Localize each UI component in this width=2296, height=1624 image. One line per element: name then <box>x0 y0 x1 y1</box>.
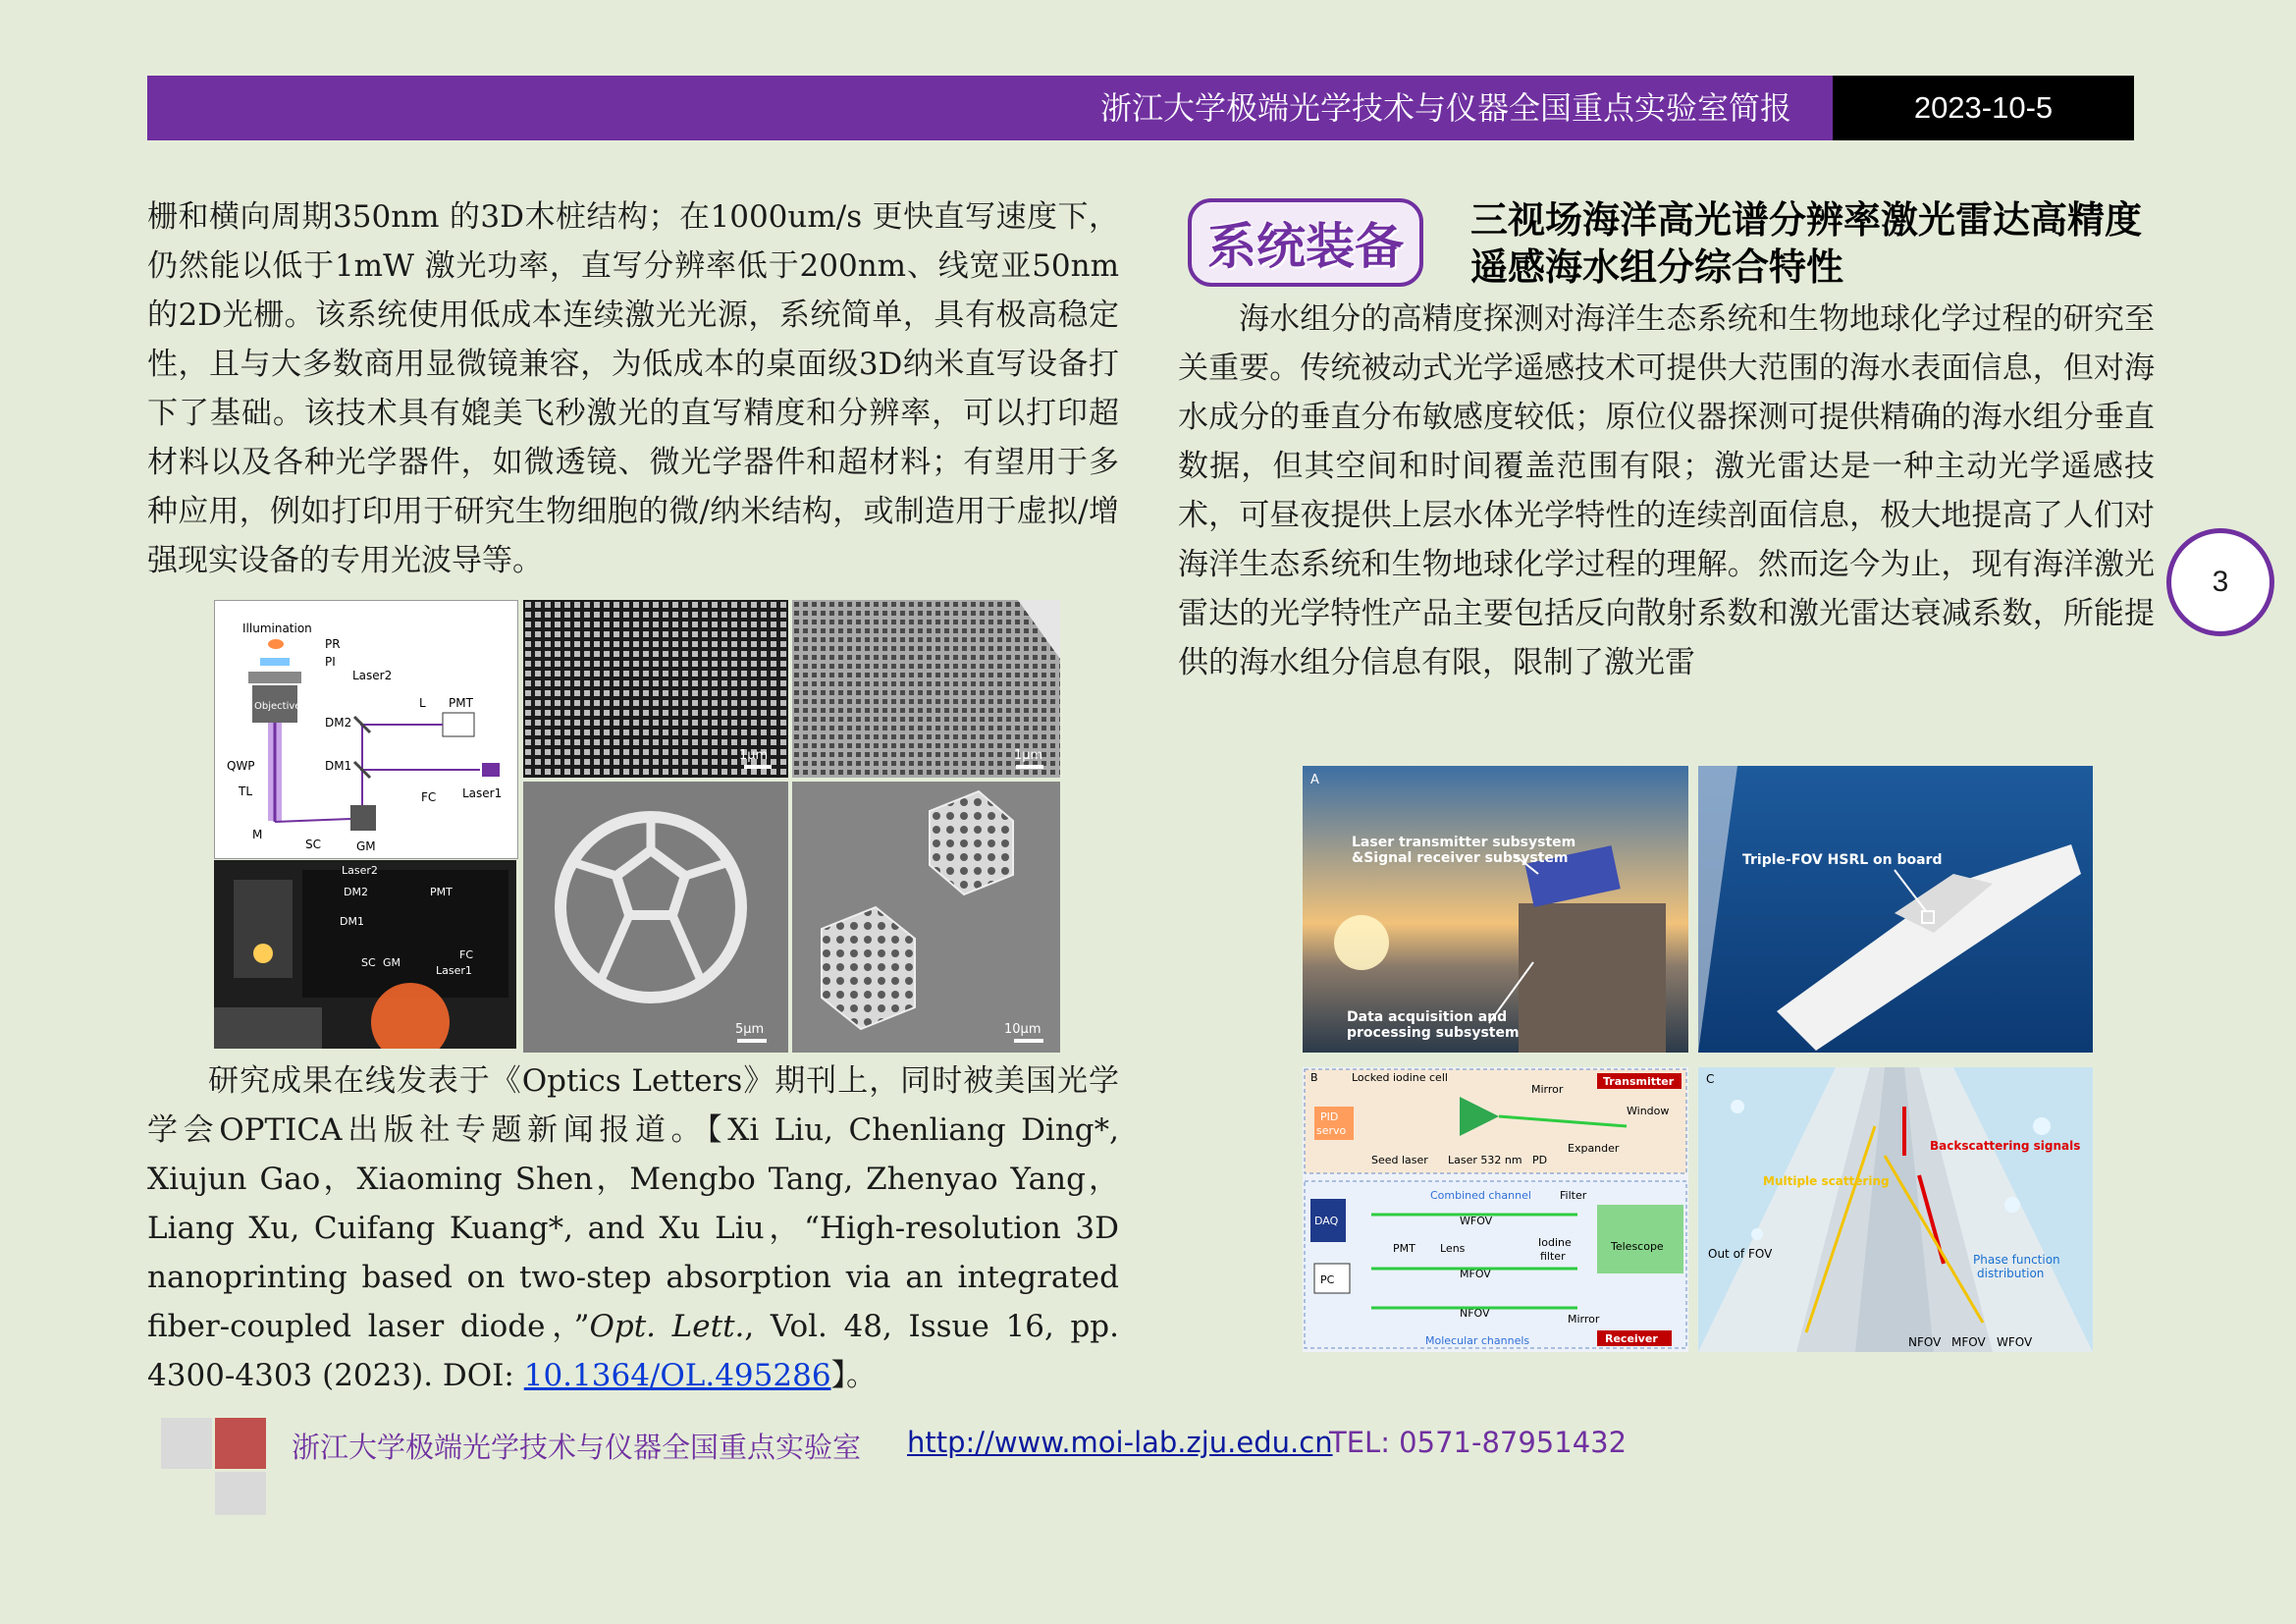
panel-b-filter2: filter <box>1540 1250 1566 1263</box>
panel-b-laser532: Laser 532 nm <box>1448 1154 1522 1166</box>
label-objective: Objective <box>254 701 301 712</box>
panel-b-iodine: Iodine <box>1538 1236 1572 1249</box>
sem-image-cubes <box>792 782 1060 1053</box>
panel-c-phase-1: Phase function <box>1973 1253 2060 1267</box>
citation-text: 研究成果在线发表于《Optics Letters》期刊上，同时被美国光学学会OPTICA出版社专题新闻报道。【Xi Liu, Chenliang Ding*, Xiujun Gao，Xiaoming Shen，Mengbo Tang, Zhenyao Yang，Liang Xu, Cuifang Kuang*, and Xu Liu，“High-resolution 3D nanoprinting based on two-step absorption via an integrated fiber-coupled laser diode，” <box>147 1063 1119 1344</box>
right-paragraph: 海水组分的高精度探测对海洋生态系统和生物地球化学过程的研究至关重要。传统被动式光学遥感技术可提供大范围的海水表面信息，但对海水成分的垂直分布敏感度较低；原位仪器探测可提供精确的海水组分垂直数据，但其空间和时间覆盖范围有限；激光雷达是一种主动光学遥感技术，可昼夜提供上层水体光学特性的连续剖面信息，极大地提高了人们对海洋生态系统和生物地球化学过程的理解。然而迄今为止，现有海洋激光雷达的光学特性产品主要包括反向散射系数和激光雷达衰减系数，所能提供的海水组分信息有限，限制了激光雷 <box>1178 301 2155 680</box>
scale-sem1: 1μm <box>739 748 769 763</box>
photo-laser1: Laser1 <box>436 964 472 977</box>
panel-b-seed: Seed laser <box>1371 1154 1428 1166</box>
panel-b-combined: Combined channel <box>1430 1189 1531 1202</box>
sem-image-woodpile <box>792 600 1060 778</box>
panel-b-expander: Expander <box>1568 1142 1620 1155</box>
label-sc: SC <box>305 838 321 851</box>
figure-panel-a <box>1303 766 1688 1053</box>
panel-c-phase-2: distribution <box>1977 1267 2045 1280</box>
panel-b-pc: PC <box>1320 1273 1335 1286</box>
photo-dm2: DM2 <box>344 886 368 898</box>
figure-panel-b <box>1303 1067 1688 1352</box>
panel-a-label-4: processing subsystem <box>1347 1025 1520 1041</box>
journal-name: Opt. Lett. <box>589 1309 745 1344</box>
footer-tel: TEL: 0571-87951432 <box>1329 1426 1628 1459</box>
figure-panel-c <box>1698 1067 2093 1352</box>
panel-b-mfov: MFOV <box>1460 1268 1491 1280</box>
label-dm1: DM1 <box>325 759 352 773</box>
photo-fc: FC <box>459 948 474 961</box>
label-gm: GM <box>356 839 376 853</box>
label-qwp: QWP <box>227 759 255 773</box>
doi-link[interactable]: 10.1364/OL.495286 <box>523 1358 831 1393</box>
panel-c-mfov: MFOV <box>1951 1335 1986 1349</box>
photo-sc: SC <box>361 956 376 969</box>
footer-lab-name: 浙江大学极端光学技术与仪器全国重点实验室 <box>292 1431 862 1464</box>
sem-image-buckyball <box>523 782 788 1053</box>
section-badge: 系统装备 <box>1188 198 1423 287</box>
panel-b-pid: PID <box>1320 1110 1339 1123</box>
panel-c-nfov: NFOV <box>1908 1335 1942 1349</box>
section-title: 三视场海洋高光谱分辨率激光雷达高精度遥感海水组分综合特性 <box>1470 198 2143 289</box>
left-column-text <box>147 192 1119 585</box>
panel-a-label-3: Data acquisition and <box>1347 1009 1508 1025</box>
panel-b-daq: DAQ <box>1314 1215 1339 1227</box>
label-tl: TL <box>239 785 253 798</box>
panel-b-locked-cell: Locked iodine cell <box>1352 1071 1448 1084</box>
panel-b-transmitter: Transmitter <box>1603 1075 1675 1088</box>
header-date: 2023-10-5 <box>1833 76 2134 140</box>
figure-panel-ship <box>1698 766 2093 1053</box>
panel-b-wfov1: WFOV <box>1460 1215 1493 1227</box>
panel-b-pmt: PMT <box>1393 1242 1415 1255</box>
label-illumination: Illumination <box>242 622 312 635</box>
citation-tail: , Vol. 48, Issue 16, pp. 4300-4303 (2023). DOI: <box>147 1309 1120 1393</box>
footer-square-gray-1 <box>161 1418 212 1469</box>
panel-b-pd: PD <box>1532 1154 1548 1166</box>
panel-c-letter: C <box>1706 1072 1715 1086</box>
page-number: 3 <box>2166 528 2274 636</box>
panel-b-filter: Filter <box>1560 1189 1587 1202</box>
left-column-citation <box>147 1056 1119 1400</box>
panel-b-window: Window <box>1627 1105 1670 1117</box>
panel-b-telescope: Telescope <box>1611 1240 1664 1253</box>
header-title: 浙江大学极端光学技术与仪器全国重点实验室简报 <box>1099 89 1791 127</box>
label-pmt: PMT <box>449 696 473 710</box>
footer-url-link[interactable]: http://www.moi-lab.zju.edu.cn <box>907 1426 1333 1459</box>
panel-b-letter: B <box>1310 1071 1318 1084</box>
photo-laser2: Laser2 <box>342 864 378 877</box>
panel-b-molecular: Molecular channels <box>1425 1334 1530 1347</box>
photo-dm1: DM1 <box>340 915 364 928</box>
scale-sem4: 10μm <box>1004 1022 1041 1037</box>
panel-b-lens: Lens <box>1440 1242 1466 1255</box>
panel-b-nfov: NFOV <box>1460 1307 1490 1320</box>
figure-schematic <box>214 600 518 859</box>
panel-b-mirror-top: Mirror <box>1531 1083 1564 1096</box>
label-l: L <box>419 696 426 710</box>
figure-setup-photo <box>214 860 516 1049</box>
photo-pmt: PMT <box>430 886 453 898</box>
panel-c-multiple: Multiple scattering <box>1763 1174 1890 1188</box>
panel-a-label-1: Laser transmitter subsystem <box>1352 835 1576 850</box>
ship-label: Triple-FOV HSRL on board <box>1742 852 1943 868</box>
scale-sem3: 5μm <box>735 1022 765 1037</box>
panel-a-letter: A <box>1310 773 1319 787</box>
panel-c-wfov: WFOV <box>1997 1335 2033 1349</box>
sem-image-grating <box>523 600 788 778</box>
photo-gm: GM <box>383 956 401 969</box>
footer-square-red <box>215 1418 266 1469</box>
label-laser1: Laser1 <box>462 786 503 800</box>
right-column-text <box>1178 295 2155 687</box>
panel-c-backscatter: Backscattering signals <box>1930 1139 2081 1153</box>
panel-a-label-2: &Signal receiver subsystem <box>1352 850 1569 866</box>
label-m: M <box>252 828 263 841</box>
left-paragraph-2 <box>147 1056 1119 1400</box>
panel-c-out-of-fov: Out of FOV <box>1708 1247 1773 1261</box>
citation-closing: 】。 <box>830 1358 878 1393</box>
label-dm2: DM2 <box>325 716 352 730</box>
panel-b-servo: servo <box>1316 1124 1347 1137</box>
scale-sem2: 1μm <box>1014 748 1043 763</box>
panel-b-receiver: Receiver <box>1605 1332 1658 1345</box>
footer-square-gray-2 <box>215 1472 266 1515</box>
label-pr: PR <box>325 637 341 651</box>
label-fc: FC <box>421 790 437 804</box>
label-laser2: Laser2 <box>352 669 393 682</box>
left-paragraph-1: 栅和横向周期350nm 的3D木桩结构；在1000um/s 更快直写速度下，仍然能以低于1mW 激光功率，直写分辨率低于200nm、线宽亚50nm的2D光栅。该系统使用低成本连续激光光源，系统简单，具有极高稳定性，且与大多数商用显微镜兼容，为低成本的桌面级3D纳米直写设备打下了基础。该技术具有媲美飞秒激光的直写精度和分辨率，可以打印超材料以及各种光学器件，如微透镜、微光学器件和超材料；有望用于多种应用，例如打印用于研究生物细胞的微/纳米结构，或制造用于虚拟/增强现实设备的专用光波导等。 <box>147 199 1119 578</box>
panel-b-mirror-bottom: Mirror <box>1568 1313 1600 1326</box>
label-pi: PI <box>325 655 336 669</box>
